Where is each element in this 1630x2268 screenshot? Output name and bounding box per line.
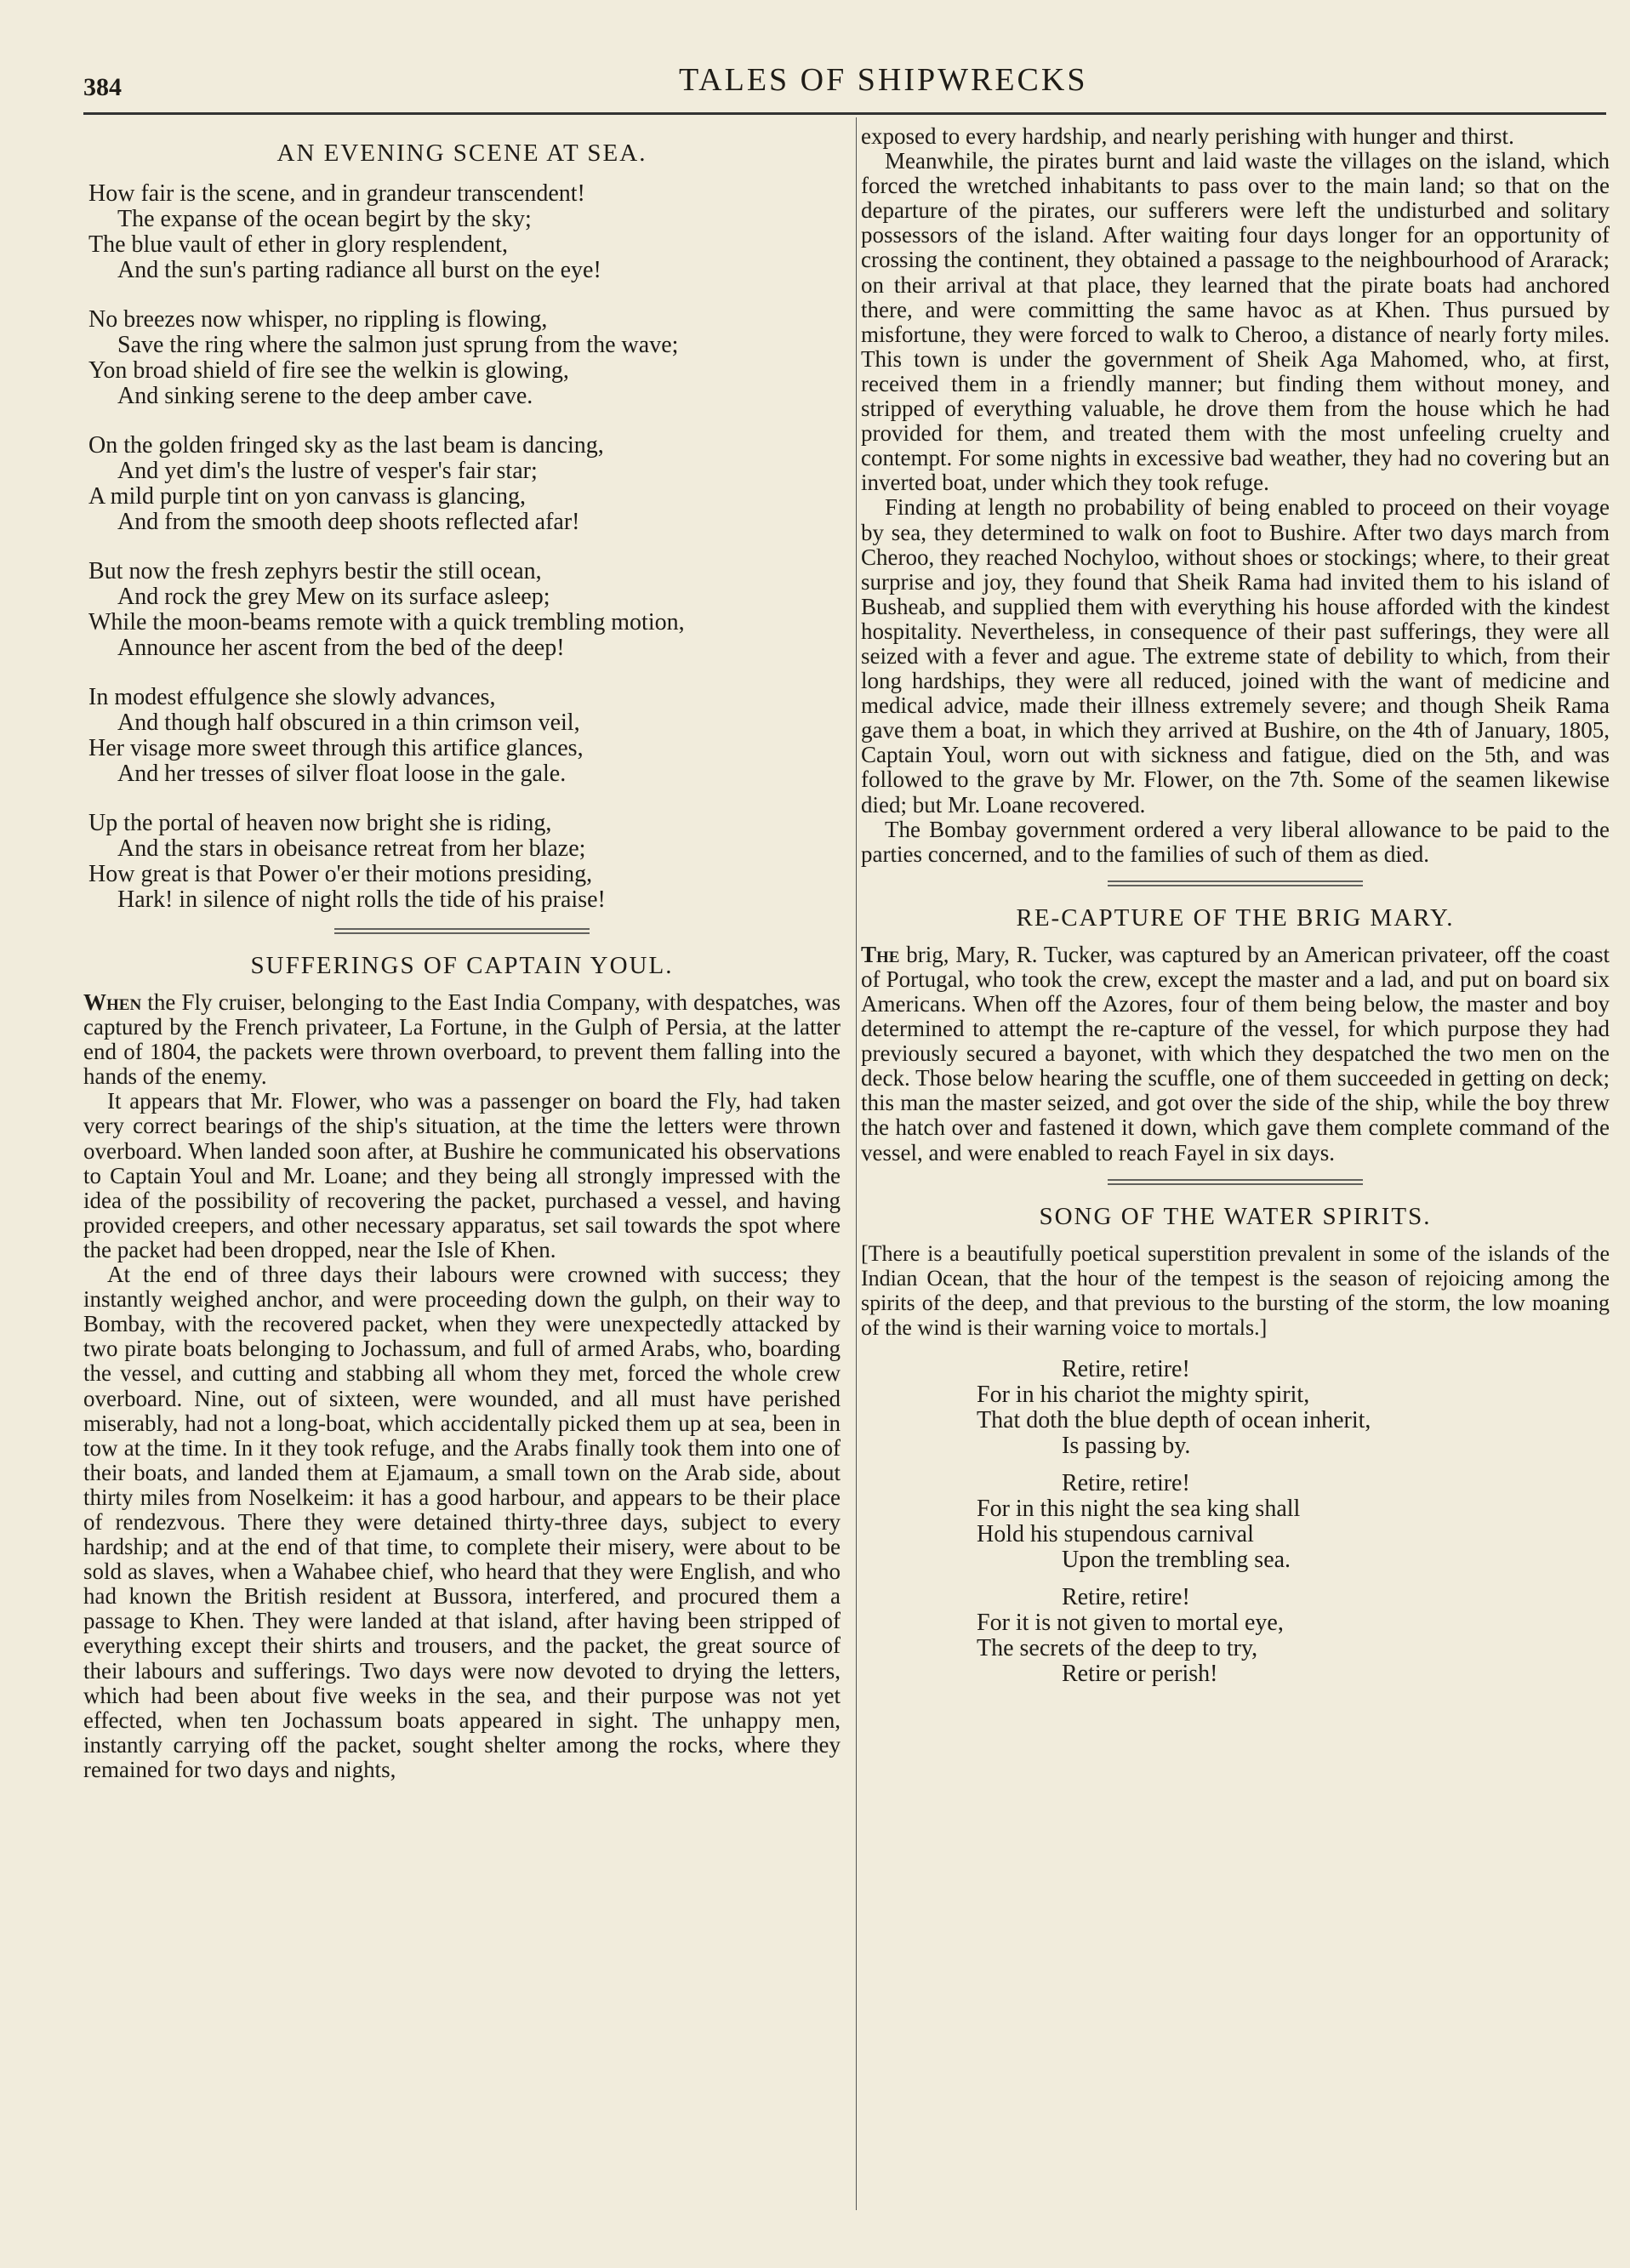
poem-stanza bbox=[88, 181, 841, 283]
page-header bbox=[83, 61, 1606, 112]
lead-word: The bbox=[861, 941, 900, 967]
article-paragraph: Finding at length no probability of being enabled to proceed on their voyage by sea, they determined to walk on foot to Bushire. After two days march from Cheroo, they reached Nochyloo, without shoes or stockings; where, to their great surprise and joy, they found that Sheik Rama had invited them to his island of Busheab, and supplied them with everything his house afforded with the kindest hospitality. Nevertheless, in consequence of their past sufferings, they were all seized with a fever and ague. The extreme state of debility to which, from their long hardships, they were all reduced, joined with the want of medicine and medical advice, made their illness extremely severe; and though Sheik Rama gave them a boat, in which they arrived at Bushire, on the 4th of January, 1805, Captain Youl, worn out with sickness and fatigue, died on the 5th, and was followed to the grave by Mr. Flower, on the 7th. Some of the seamen likewise died; but Mr. Loane recovered. bbox=[861, 494, 1610, 818]
poem-line: The expanse of the ocean begirt by the sky; bbox=[117, 206, 532, 232]
poem-line: How fair is the scene, and in grandeur transcendent! bbox=[88, 180, 585, 207]
article-paragraph: At the end of three days their labours were crowned with success; they instantly weighed anchor, and were proceeding down the gulph, on their way to Bombay, with the recovered packet, when they were unexpectedly attacked by two pirate boats belonging to Jochassum, and full of armed Arabs, who, boarding the vessel, and cutting and stabbing all whom they met, forced the whole crew overboard. Nine, out of sixteen, were wounded, and all must have perished miserably, had not a long-boat, which accidentally picked them up at sea, been in tow at the time. In it they took refuge, and the Arabs finally took them into one of their boats, and landed them at Ejamaum, a small town on the Arab side, about thirty miles from Noselkeim: it has a good harbour, and appears to be their place of rendezvous. There they were detained thirty-three days, subject to every hardship; and at the end of that time, to complete their misery, were about to be sold as slaves, when a Wahabee chief, who heard that they were English, and who had known the British resident at Bussora, interfered, and procured them a passage to Khen. They were landed at that island, after having been stripped of everything except their shirts and trousers, and the packet, the great source of their labours and sufferings. Two days were now devoted to drying the letters, which had been about five weeks in the sea, and their purpose was not yet effected, when ten Jochassum boats appeared in sight. The unhappy men, instantly carrying off the packet, sought shelter among the rocks, where they remained for two days and nights, bbox=[83, 1262, 841, 1782]
poem-line: And sinking serene to the deep amber cave. bbox=[117, 383, 533, 409]
section-divider bbox=[1108, 1177, 1363, 1188]
poem-stanza bbox=[88, 559, 841, 661]
song-line: Retire, retire! bbox=[1062, 1584, 1190, 1611]
poem-stanza bbox=[88, 811, 841, 913]
song-line: For it is not given to mortal eye, bbox=[977, 1610, 1284, 1637]
poem-line: While the moon-beams remote with a quick trembling motion, bbox=[88, 609, 685, 635]
poem-line: And rock the grey Mew on its surface asleep; bbox=[117, 584, 550, 610]
poem-line: Save the ring where the salmon just sprung from the wave; bbox=[117, 332, 679, 358]
poem-line: Announce her ascent from the bed of the deep! bbox=[117, 635, 565, 661]
poem-line: The blue vault of ether in glory resplendent, bbox=[88, 231, 508, 258]
poem-line: And the sun's parting radiance all burst on the eye! bbox=[117, 257, 601, 283]
article-paragraph: When the Fly cruiser, belonging to the East India Company, with despatches, was captured by the French privateer, La Fortune, in the Gulph of Persia, at the latter end of 1804, the packets were thrown overboard, to prevent them falling into the hands of the enemy. bbox=[83, 989, 841, 1090]
song-line: For in his chariot the mighty spirit, bbox=[977, 1382, 1310, 1409]
recapture-title: RE-CAPTURE OF THE BRIG MARY. bbox=[1016, 903, 1455, 932]
poem-line: And from the smooth deep shoots reflected afar! bbox=[117, 509, 580, 535]
poem-line: And her tresses of silver float loose in the gale. bbox=[117, 761, 567, 787]
song-title: SONG OF THE WATER SPIRITS. bbox=[1039, 1202, 1432, 1230]
article-paragraph: The brig, Mary, R. Tucker, was captured by an American privateer, off the coast of Portugal, who took the crew, except the master and a lad, and put on board six Americans. When off the Azores, four of them being below, the master and boy determined to attempt the re-capture of the vessel, for which purpose they had previously secured a bayonet, with which they despatched the two men on the deck. Those below hearing the scuffle, one of them succeeded in getting on deck; this man the master seized, and got over the side of the ship, while the boy threw the hatch over and fastened it down, which gave them complete command of the vessel, and were enabled to reach Fayel in six days. bbox=[861, 941, 1610, 1165]
poem-line: A mild purple tint on yon canvass is glancing, bbox=[88, 483, 527, 510]
article-paragraph: exposed to every hardship, and nearly perishing with hunger and thirst. bbox=[861, 123, 1514, 149]
lead-word: When bbox=[83, 989, 142, 1015]
section-divider bbox=[1108, 879, 1363, 889]
page-number: 384 bbox=[83, 73, 122, 101]
poem-title: AN EVENING SCENE AT SEA. bbox=[276, 140, 647, 167]
poem-line: And yet dim's the lustre of vesper's fair star; bbox=[117, 458, 538, 484]
song-line: Upon the trembling sea. bbox=[1062, 1547, 1291, 1574]
poem-line: In modest effulgence she slowly advances, bbox=[88, 684, 496, 710]
evening-poem bbox=[88, 181, 841, 913]
song-line: For in this night the sea king shall bbox=[977, 1496, 1301, 1523]
song-line: Retire, retire! bbox=[1062, 1470, 1190, 1497]
song-stanza bbox=[866, 1585, 1610, 1687]
poem-line: Up the portal of heaven now bright she is riding, bbox=[88, 810, 552, 836]
poem-line: Hark! in silence of night rolls the tide of his praise! bbox=[117, 886, 606, 913]
song-line: Hold his stupendous carnival bbox=[977, 1521, 1254, 1548]
poem-line: Yon broad shield of fire see the welkin is glowing, bbox=[88, 357, 569, 384]
poem-line: And though half obscured in a thin crimson veil, bbox=[117, 709, 580, 736]
poem-line: And the stars in obeisance retreat from her blaze; bbox=[117, 835, 586, 862]
header-rule bbox=[83, 112, 1606, 115]
running-title: TALES OF SHIPWRECKS bbox=[679, 62, 1088, 98]
section-divider bbox=[334, 926, 590, 937]
poem-line: How great is that Power o'er their motions presiding, bbox=[88, 861, 593, 887]
article-paragraph: The Bombay government ordered a very liberal allowance to be paid to the parties concerned, and to the families of such of them as died. bbox=[861, 816, 1610, 867]
song-line: That doth the blue depth of ocean inherit, bbox=[977, 1407, 1371, 1434]
poem-stanza bbox=[88, 307, 841, 409]
poem-line: Her visage more sweet through this artifice glances, bbox=[88, 735, 584, 761]
song-line: Retire, retire! bbox=[1062, 1356, 1190, 1383]
poem-stanza bbox=[88, 685, 841, 787]
song-intro: [There is a beautifully poetical superstition prevalent in some of the islands of the Indian Ocean, that the hour of the tempest is the season of rejoicing among the spirits of the deep, and that previous to the bursting of the storm, the low moaning of the wind is their warning voice to mortals.] bbox=[861, 1240, 1610, 1340]
song-stanza bbox=[866, 1471, 1610, 1573]
right-column bbox=[861, 124, 1610, 1699]
poem-line: No breezes now whisper, no rippling is flowing, bbox=[88, 306, 548, 333]
song-line: The secrets of the deep to try, bbox=[977, 1635, 1258, 1662]
left-column bbox=[83, 124, 841, 1782]
song-line: Retire or perish! bbox=[1062, 1661, 1218, 1688]
article-paragraph: Meanwhile, the pirates burnt and laid waste the villages on the island, which forced the wretched inhabitants to pass over to the main land; so that on the departure of the pirates, our sufferers were left the undisturbed and solitary possessors of the island. After waiting four days longer for an opportunity of crossing the continent, they obtained a passage to the neighbourhood of Ararack; on their arrival at that place, they learned that the pirate boats had anchored there, and were committing the same havoc as at Khen. Thus pursued by misfortune, they were forced to walk to Cheroo, a distance of nearly forty miles. This town is under the government of Sheik Aga Mahomed, who, at first, received them in a friendly manner; but finding them without money, and stripped of everything valuable, he drove them from the house which he had provided for them, and treated them with the most unfeeling cruelty and contempt. For some nights in excessive bad weather, they had no covering but an inverted boat, under which they took refuge. bbox=[861, 148, 1610, 496]
article-paragraph: It appears that Mr. Flower, who was a passenger on board the Fly, had taken very correct bearings of the ship's situation, at the time the letters were thrown overboard. When landed soon after, at Bushire he communicated his observations to Captain Youl and Mr. Loane; and they being all strongly impressed with the idea of the possibility of recovering the packet, purchased a vessel, and having provided creepers, and other necessary apparatus, set sail towards the spot where the packet had been dropped, near the Isle of Khen. bbox=[83, 1088, 841, 1262]
poem-line: But now the fresh zephyrs bestir the still ocean, bbox=[88, 558, 542, 584]
song-stanza bbox=[866, 1357, 1610, 1459]
poem-stanza bbox=[88, 433, 841, 535]
water-spirits-song bbox=[866, 1357, 1610, 1687]
sufferings-title: SUFFERINGS OF CAPTAIN YOUL. bbox=[250, 952, 674, 979]
column-rule bbox=[856, 117, 857, 2210]
song-line: Is passing by. bbox=[1062, 1433, 1191, 1460]
poem-line: On the golden fringed sky as the last beam is dancing, bbox=[88, 432, 604, 459]
